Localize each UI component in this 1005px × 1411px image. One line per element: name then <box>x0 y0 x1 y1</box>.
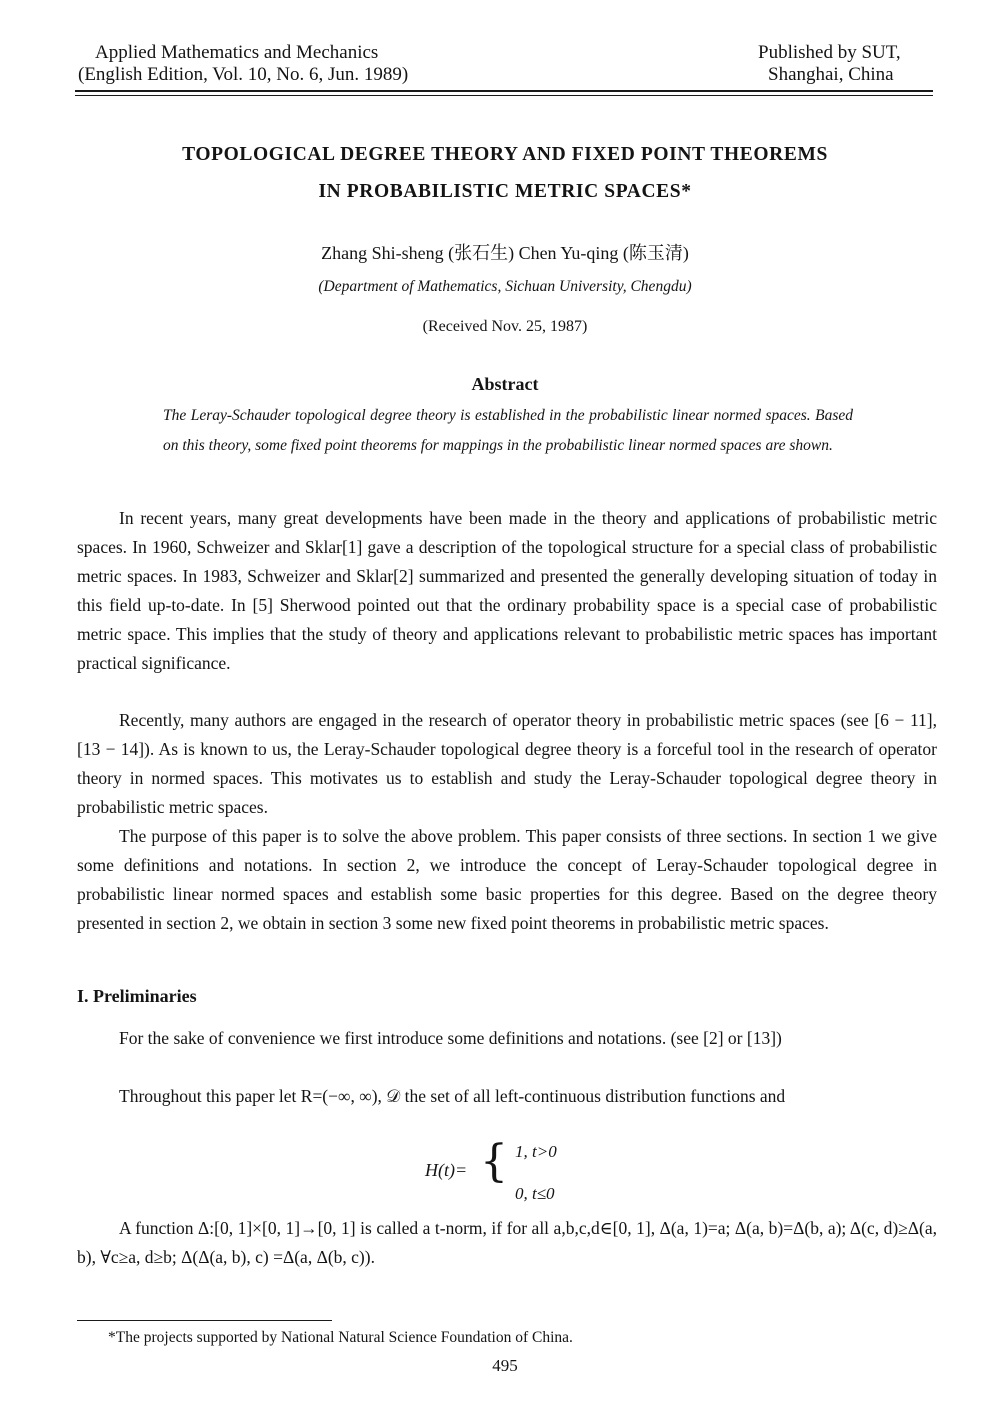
intro-paragraph-3 <box>77 822 937 938</box>
intro-paragraph-1 <box>77 504 937 678</box>
section1-paragraph-3-text: A function Δ:[0, 1]×[0, 1]→[0, 1] is called a t-norm, if for all a,b,c,d∈[0, 1], Δ(a, 1)=a; Δ(a, b)=Δ(b, a); Δ(c, d)≥Δ(a, b), ∀c≥a, d≥b; Δ(Δ(a, b), c) =Δ(a, Δ(b, c)). <box>77 1218 937 1267</box>
paper-title-line1: TOPOLOGICAL DEGREE THEORY AND FIXED POINT THEOREMS <box>182 144 828 165</box>
journal-name: Applied Mathematics and Mechanics <box>95 42 379 63</box>
section1-paragraph-2-text: Throughout this paper let R=(−∞, ∞), 𝒟 the set of all left-continuous distribution functions and <box>119 1086 786 1106</box>
header-rule-thin <box>75 95 933 96</box>
abstract-heading: Abstract <box>471 374 539 394</box>
footnote-rule <box>77 1320 332 1321</box>
authors: Zhang Shi-sheng (张石生) Chen Yu-qing (陈玉清) <box>321 243 689 263</box>
affiliation: (Department of Mathematics, Sichuan University, Chengdu) <box>318 278 692 295</box>
abstract-text: The Leray-Schauder topological degree theory is established in the probabilistic linear normed spaces. Based on this theory, some fixed point theorems for mappings in the probabilistic linear normed spaces are shown. <box>163 407 853 454</box>
intro-paragraph-3-text: The purpose of this paper is to solve the above problem. This paper consists of three sections. In section 1 we give some definitions and notations. In section 2, we introduce the concept of Leray-Schauder topological degree in probabilistic linear normed spaces and establish some basic properties for this degree. Based on the degree theory presented in section 2, we obtain in section 3 some new fixed point theorems in probabilistic metric spaces. <box>77 826 937 933</box>
received-date: (Received Nov. 25, 1987) <box>422 318 588 335</box>
section1-paragraph-1-text: For the sake of convenience we first introduce some definitions and notations. (see [2] or [13]) <box>119 1028 782 1048</box>
intro-paragraph-2 <box>77 706 937 822</box>
intro-paragraph-2-text: Recently, many authors are engaged in the research of operator theory in probabilistic metric spaces (see [6 − 11], [13 − 14]). As is known to us, the Leray-Schauder topological degree theory is a forceful tool in the research of operator theory in normed spaces. This motivates us to establish and study the Leray-Schauder topological degree theory in probabilistic metric spaces. <box>77 710 937 817</box>
header-rule-thick <box>75 90 933 92</box>
page-number: 495 <box>492 1356 518 1375</box>
formula-case-1: 1, t>0 <box>515 1142 557 1161</box>
section-heading: I. Preliminaries <box>77 986 197 1006</box>
formula-brace: { <box>480 1136 508 1187</box>
formula-lhs: H(t)= <box>425 1160 468 1180</box>
formula-case-2: 0, t≤0 <box>515 1184 555 1203</box>
section1-paragraph-1 <box>77 1024 937 1053</box>
section1-paragraph-3 <box>77 1214 937 1272</box>
footnote: *The projects supported by National Natural Science Foundation of China. <box>108 1329 573 1346</box>
intro-paragraph-1-text: In recent years, many great developments have been made in the theory and applications of probabilistic metric spaces. In 1960, Schweizer and Sklar[1] gave a description of the topological structure for a special class of probabilistic metric spaces. In 1983, Schweizer and Sklar[2] summarized and presented the generally developing situation of today in this field up-to-date. In [5] Sherwood pointed out that the ordinary probability space is a special case of probabilistic metric space. This implies that the study of theory and applications relevant to probabilistic metric spaces has important practical significance. <box>77 508 937 673</box>
journal-issue: (English Edition, Vol. 10, No. 6, Jun. 1989) <box>78 64 409 85</box>
publisher: Published by SUT, <box>758 42 901 63</box>
publisher-location: Shanghai, China <box>768 64 894 85</box>
paper-title-line2: IN PROBABILISTIC METRIC SPACES* <box>318 181 692 202</box>
section1-paragraph-2 <box>77 1082 937 1111</box>
